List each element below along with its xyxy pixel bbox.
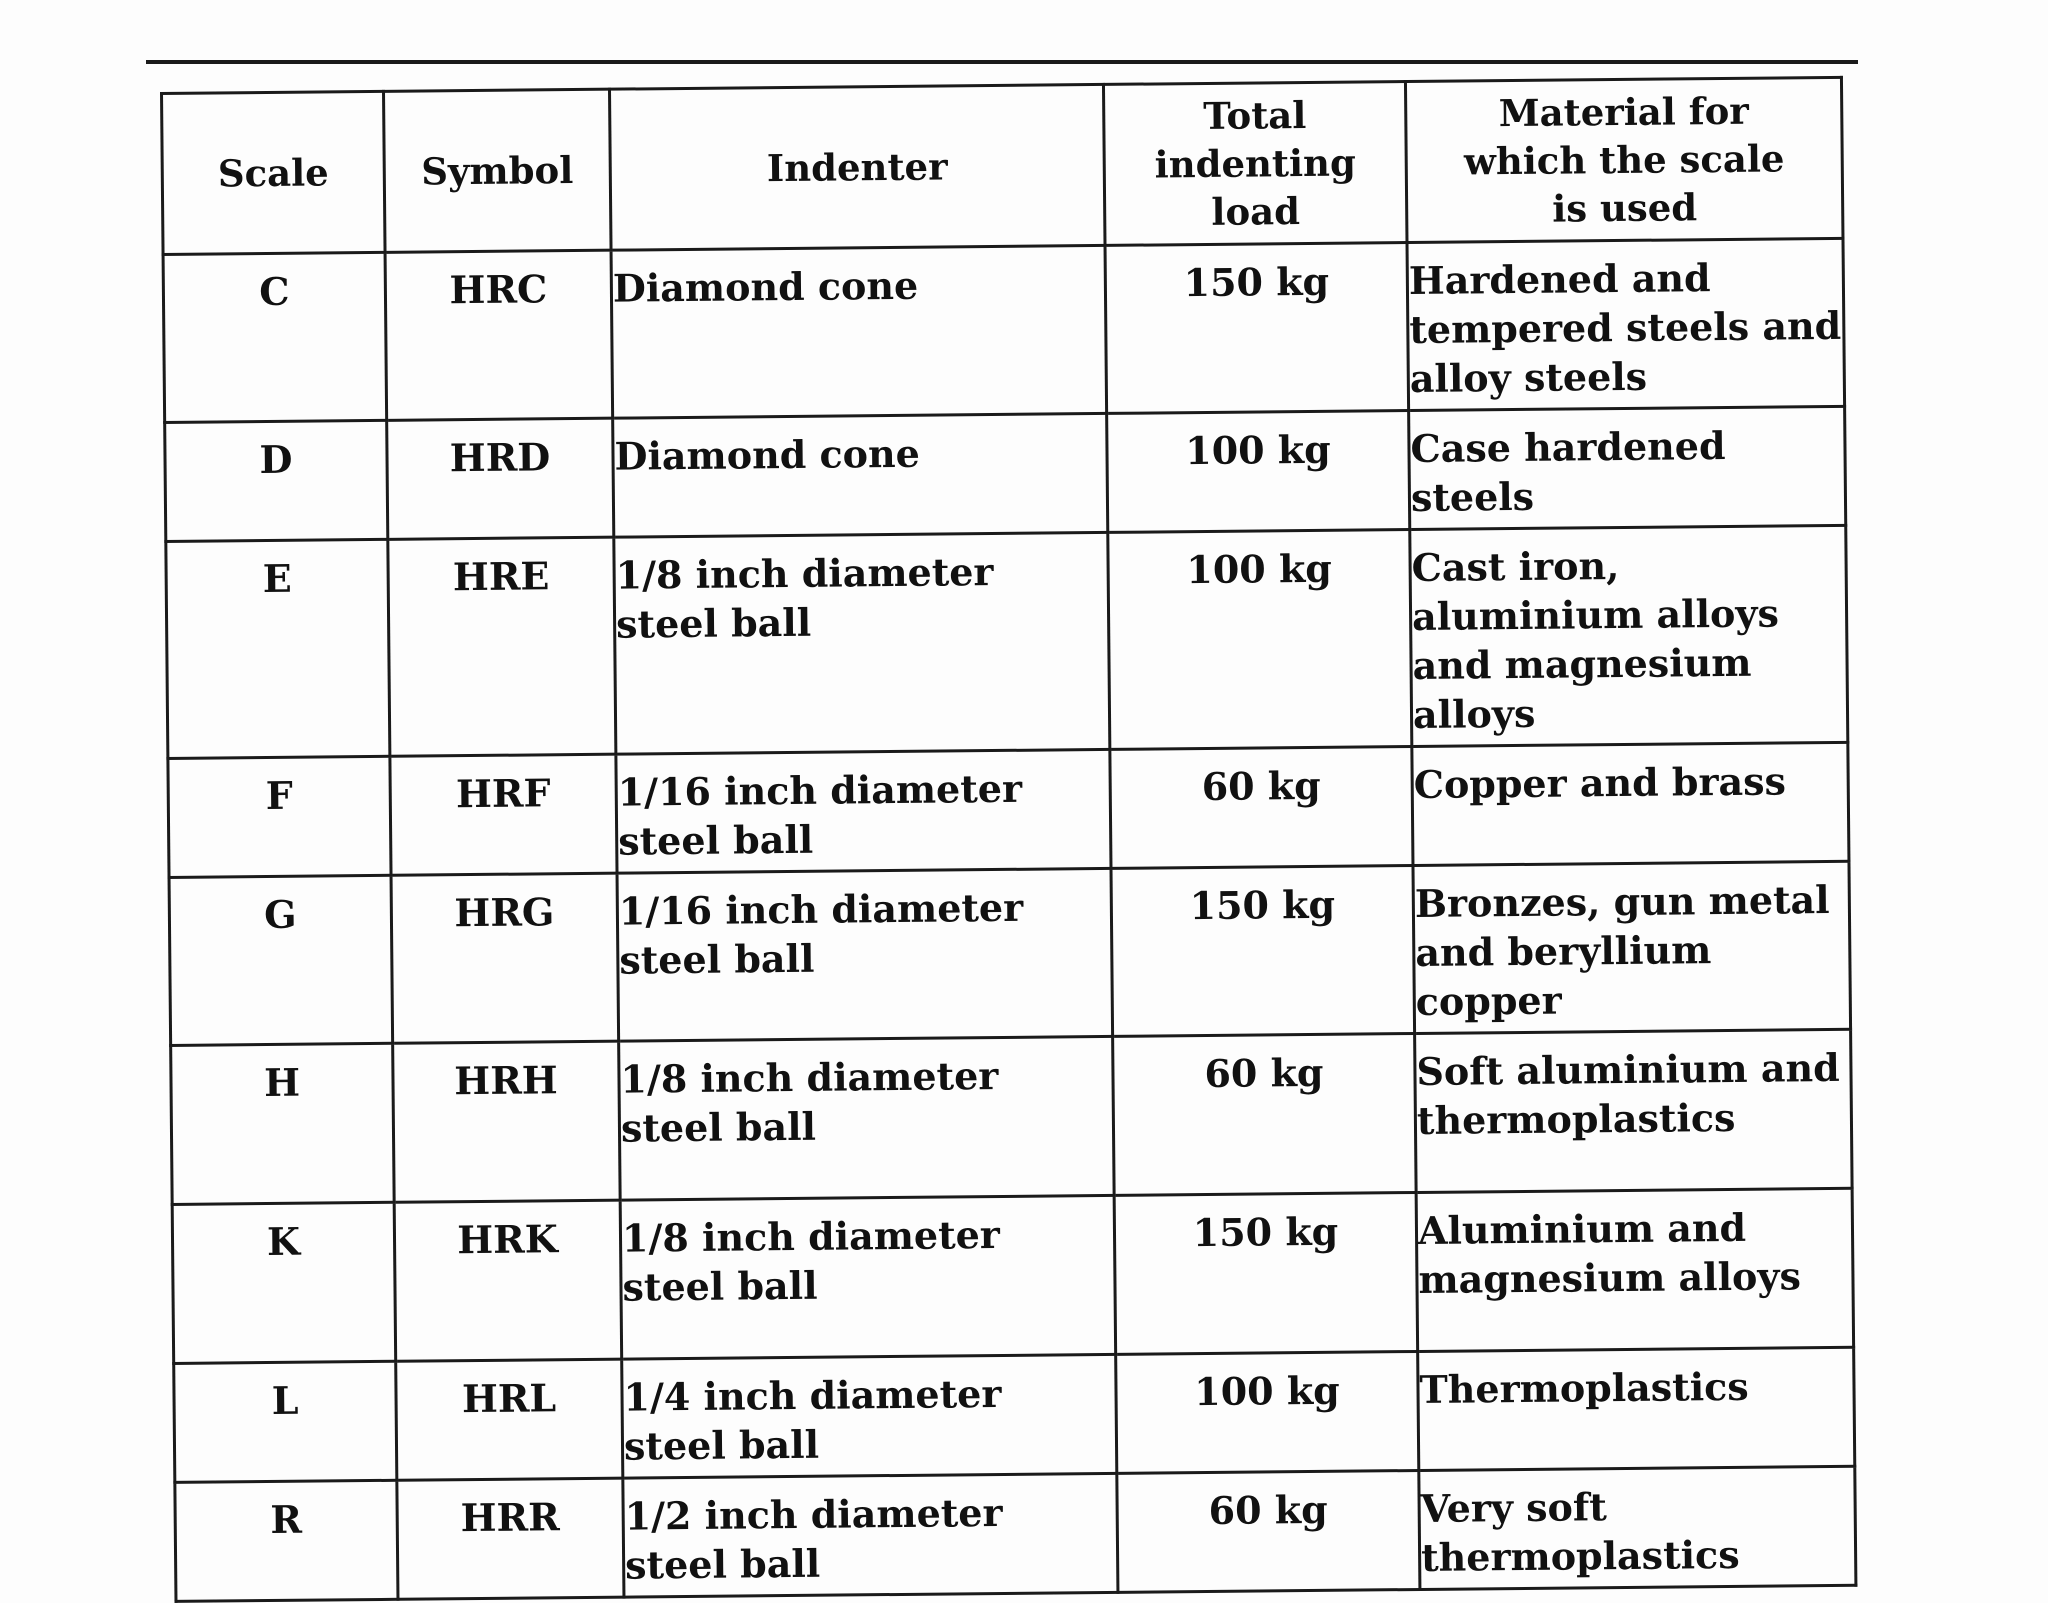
symbol-value: HRL	[461, 1375, 557, 1422]
cell-scale	[174, 1361, 397, 1482]
symbol-value: HRC	[449, 266, 548, 313]
cell-indenter	[614, 532, 1110, 754]
load-value: 150 kg	[1183, 258, 1330, 306]
scale-value: E	[262, 555, 292, 602]
cell-load	[1110, 747, 1413, 869]
cell-symbol	[396, 1359, 623, 1480]
cell-symbol	[391, 873, 619, 1043]
cell-scale	[171, 1043, 395, 1204]
indenter-value: 1/4 inch diameter steel ball	[623, 1370, 1002, 1469]
table-row	[165, 406, 1846, 541]
load-value: 100 kg	[1186, 545, 1333, 593]
table-row	[169, 861, 1851, 1045]
cell-scale	[168, 756, 391, 877]
cell-material	[1413, 861, 1851, 1033]
top-rule	[146, 60, 1858, 64]
symbol-value: HRK	[457, 1216, 558, 1263]
symbol-value: HRF	[455, 770, 551, 817]
cell-material	[1410, 525, 1848, 746]
cell-load	[1108, 530, 1412, 750]
material-value: Thermoplastics	[1419, 1363, 1749, 1412]
material-value: Cast iron, aluminium alloys and magnesium alloys	[1411, 543, 1780, 737]
symbol-value: HRE	[452, 553, 550, 600]
symbol-value: HRG	[454, 889, 555, 936]
table-row	[174, 1347, 1855, 1482]
scale-value: L	[271, 1377, 299, 1423]
scale-value: R	[270, 1496, 303, 1543]
cell-indenter	[623, 1473, 1118, 1597]
table-row	[163, 238, 1845, 422]
scale-value: K	[266, 1218, 301, 1265]
header-scale: Scale	[162, 91, 386, 254]
cell-load	[1113, 1034, 1417, 1196]
indenter-value: 1/2 inch diameter steel ball	[624, 1489, 1003, 1588]
table-row	[171, 1029, 1852, 1204]
cell-load	[1117, 1470, 1420, 1592]
cell-symbol	[385, 250, 613, 420]
material-value: Very soft thermoplastics	[1420, 1484, 1740, 1580]
indenter-value: 1/16 inch diameter steel ball	[618, 884, 1024, 983]
indenter-value: Diamond cone	[612, 262, 919, 311]
cell-material	[1407, 238, 1845, 410]
cell-scale	[166, 539, 390, 758]
cell-symbol	[388, 537, 616, 756]
cell-scale	[165, 420, 388, 541]
load-value: 60 kg	[1208, 1486, 1328, 1533]
symbol-value: HRH	[454, 1057, 558, 1104]
symbol-value: HRR	[460, 1494, 560, 1541]
material-value: Bronzes, gun metal and beryllium copper	[1414, 877, 1830, 1024]
cell-load	[1107, 411, 1410, 533]
cell-indenter	[613, 413, 1108, 537]
cell-material	[1416, 1188, 1854, 1351]
table-row	[172, 1188, 1853, 1363]
material-value: Hardened and tempered steels and alloy steels	[1408, 255, 1842, 402]
scale-value: H	[263, 1059, 301, 1106]
material-value: Aluminium and magnesium alloys	[1417, 1204, 1802, 1302]
cell-scale	[163, 252, 387, 422]
cell-indenter	[620, 1195, 1116, 1359]
scale-value: F	[265, 772, 293, 819]
indenter-value: 1/8 inch diameter steel ball	[615, 549, 994, 647]
material-value: Case hardened steels	[1410, 422, 1726, 521]
symbol-value: HRD	[449, 434, 551, 481]
header-load-text: Total indenting load	[1154, 92, 1357, 234]
cell-material	[1412, 742, 1849, 865]
header-material	[1405, 77, 1843, 242]
load-value: 100 kg	[1185, 426, 1331, 474]
cell-load	[1111, 866, 1415, 1037]
indenter-value: Diamond cone	[614, 430, 920, 479]
header-load	[1103, 82, 1407, 246]
cell-symbol	[397, 1478, 624, 1599]
cell-symbol	[387, 418, 614, 539]
cell-symbol	[393, 1041, 621, 1202]
indenter-value: 1/16 inch diameter steel ball	[617, 765, 1023, 864]
cell-load	[1116, 1351, 1419, 1473]
header-material-text: Material for which the scale is used	[1463, 88, 1785, 231]
cell-material	[1415, 1029, 1853, 1192]
table-row	[175, 1466, 1856, 1601]
load-value: 60 kg	[1204, 1049, 1324, 1097]
rockwell-scales-table	[160, 76, 1857, 1603]
cell-indenter	[617, 868, 1113, 1041]
load-value: 150 kg	[1189, 881, 1336, 929]
cell-symbol	[390, 754, 617, 875]
cell-indenter	[611, 245, 1107, 418]
cell-material	[1409, 406, 1846, 529]
table-row	[168, 742, 1849, 877]
scale-value: D	[259, 436, 293, 483]
header-indenter: Indenter	[609, 84, 1105, 250]
cell-indenter	[622, 1354, 1117, 1478]
cell-scale	[172, 1202, 396, 1363]
header-symbol: Symbol	[384, 89, 612, 252]
cell-load	[1105, 243, 1409, 414]
scale-value: G	[263, 891, 297, 938]
cell-load	[1114, 1192, 1418, 1354]
cell-indenter	[619, 1036, 1115, 1200]
indenter-value: 1/8 inch diameter steel ball	[620, 1052, 999, 1151]
cell-material	[1419, 1466, 1856, 1589]
load-value: 60 kg	[1201, 762, 1321, 810]
cell-symbol	[394, 1200, 622, 1361]
load-value: 100 kg	[1194, 1367, 1340, 1415]
material-value: Soft aluminium and thermoplastics	[1416, 1044, 1840, 1143]
cell-indenter	[616, 749, 1111, 873]
table-row	[166, 525, 1848, 758]
cell-material	[1418, 1347, 1855, 1470]
material-value: Copper and brass	[1413, 758, 1787, 807]
cell-scale	[169, 875, 393, 1045]
cell-scale	[175, 1480, 398, 1601]
scale-value: C	[259, 268, 290, 315]
load-value: 150 kg	[1192, 1208, 1339, 1256]
table-header-row	[162, 77, 1843, 254]
indenter-value: 1/8 inch diameter steel ball	[621, 1211, 1001, 1310]
